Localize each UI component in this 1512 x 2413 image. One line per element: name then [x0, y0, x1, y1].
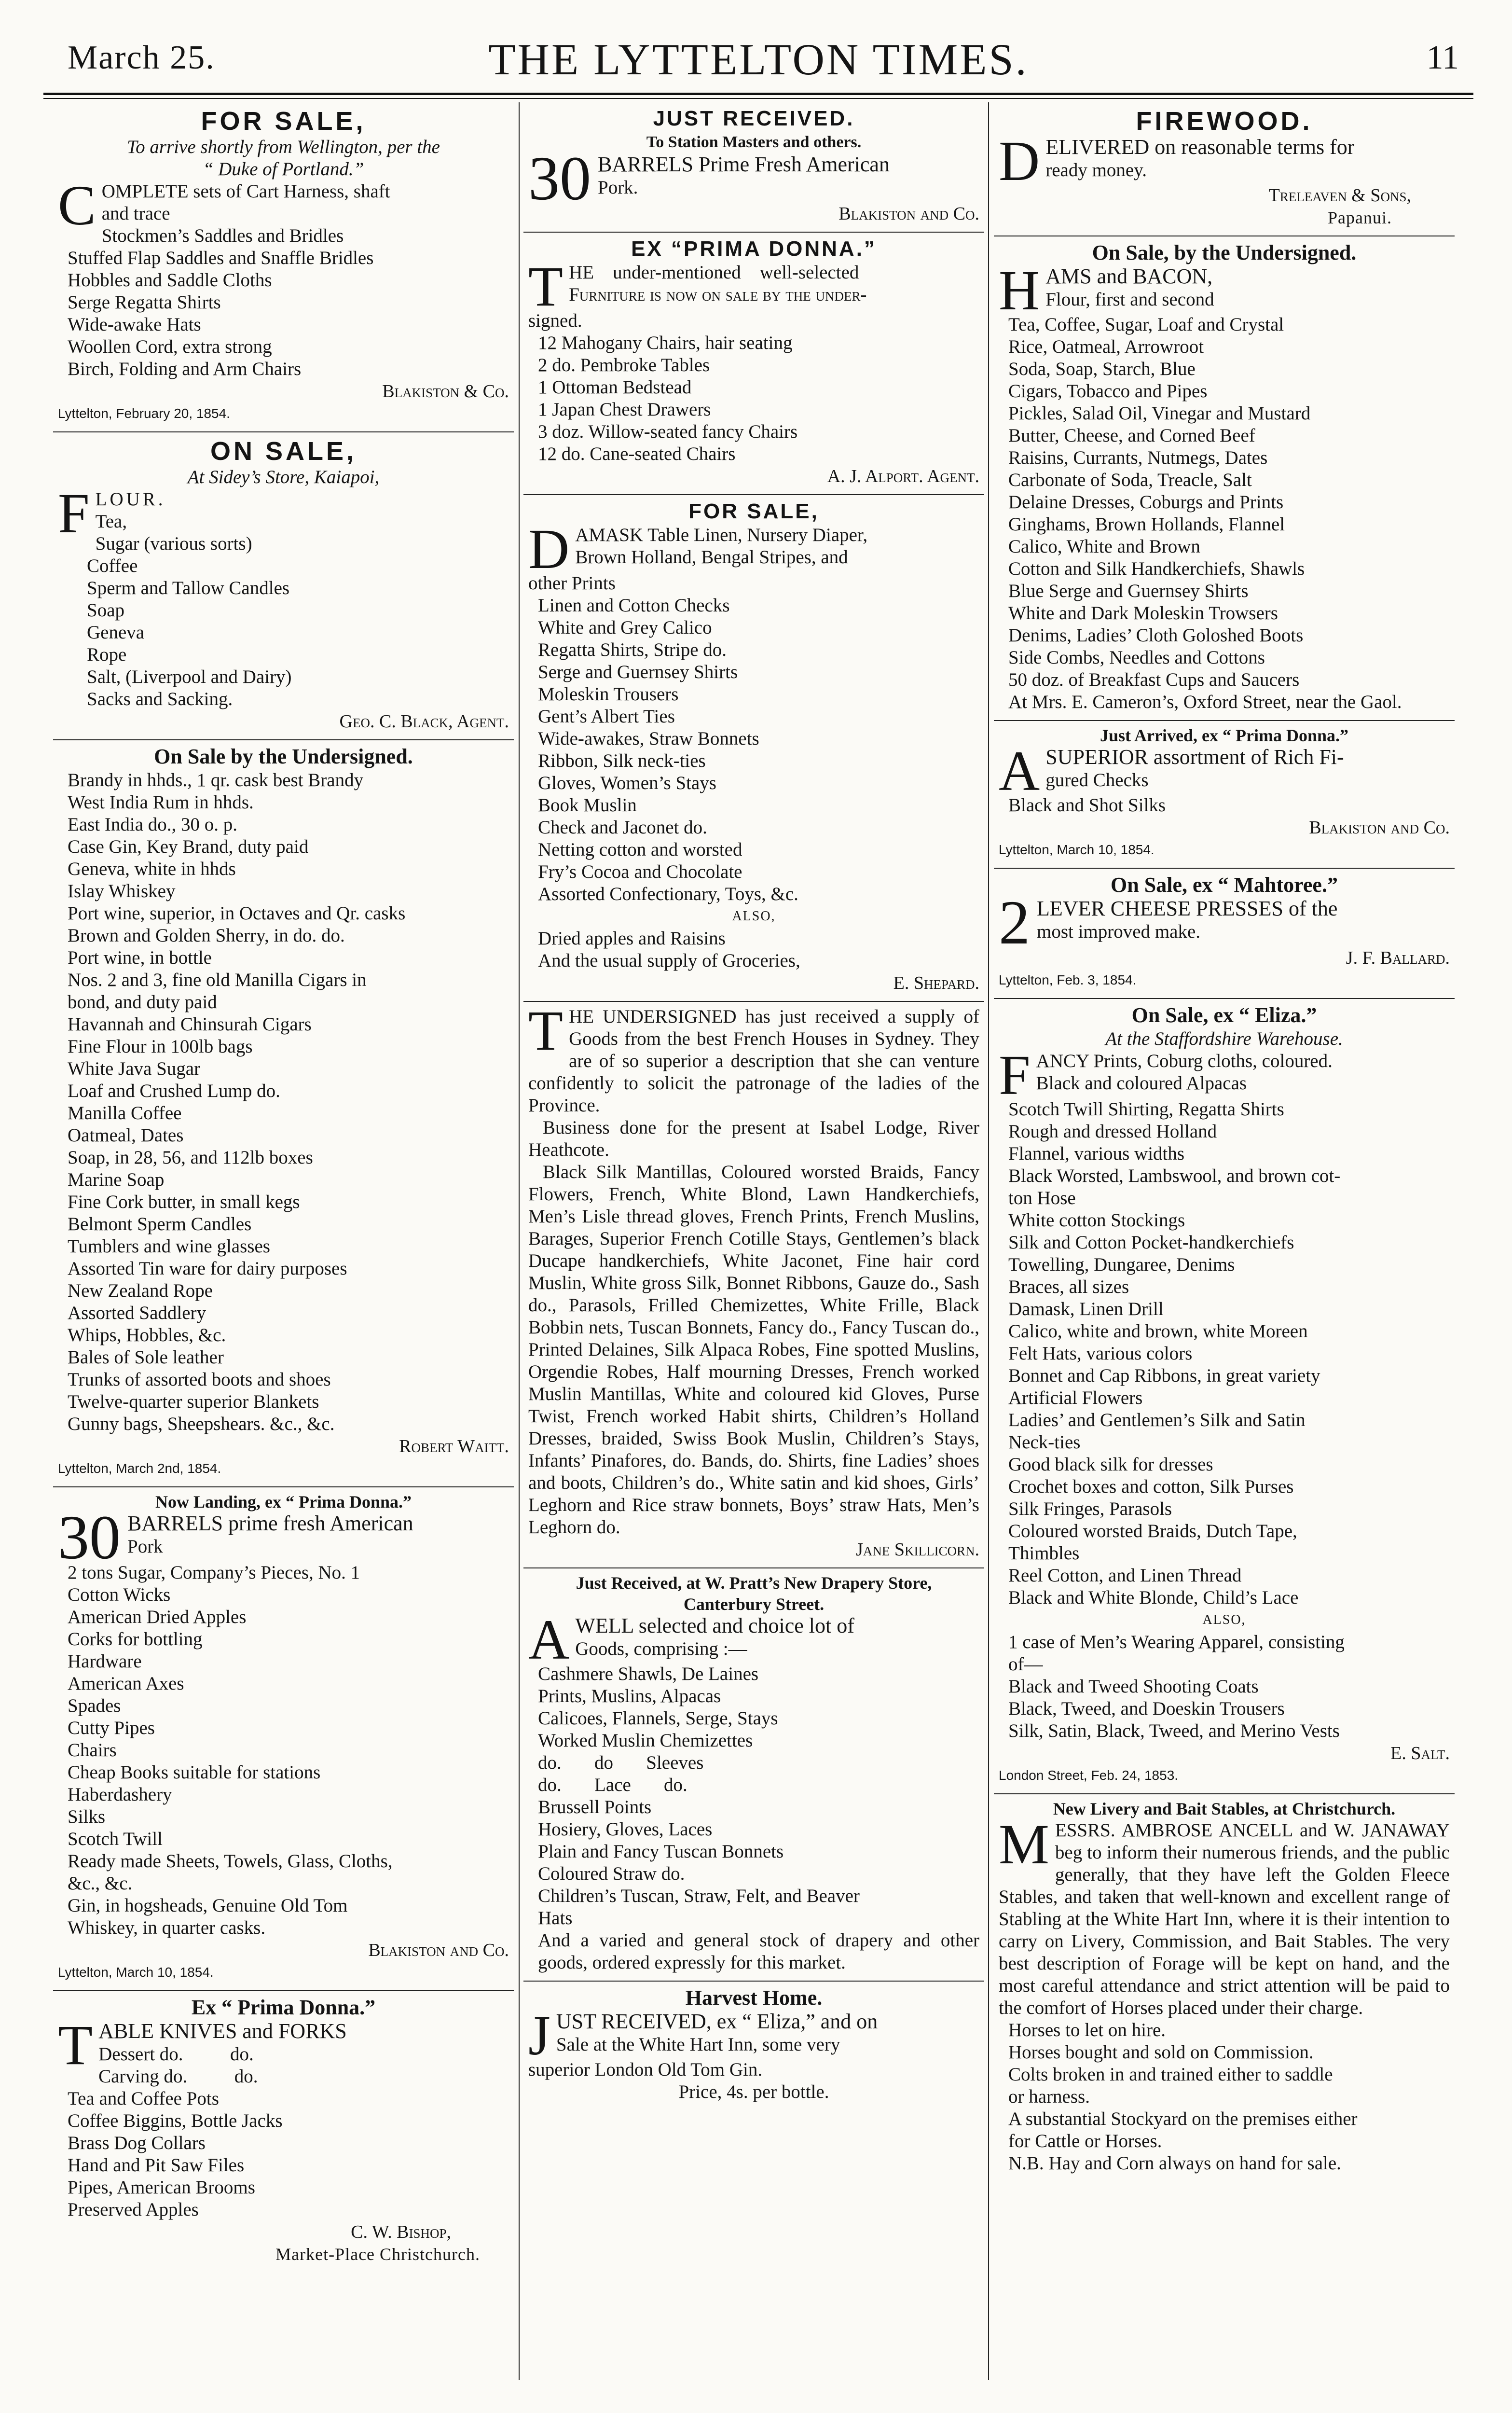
- ad-signature: Blakiston & Co.: [382, 381, 509, 402]
- ad-closing: And a varied and general stock of drapery and other goods, ordered expressly for this market.: [538, 1930, 979, 1973]
- list-item: Sperm and Tallow Candles: [87, 578, 290, 598]
- ad-lead-2: Brown Holland, Bengal Stripes, and: [575, 547, 848, 568]
- column-divider-2: [988, 102, 989, 2380]
- drop-cap: T: [58, 2013, 93, 2077]
- list-item: Coffee: [87, 555, 138, 576]
- list-item: Birch, Folding and Arm Chairs: [68, 359, 302, 379]
- ad-signature: Robert Waitt.: [399, 1436, 509, 1456]
- list-item: Good black silk for dresses: [1008, 1454, 1213, 1475]
- list-item: Hats: [538, 1908, 573, 1928]
- list-item: Ladies’ and Gentlemen’s Silk and Satin: [1008, 1410, 1306, 1430]
- ad-lead: AMS and BACON,: [1045, 264, 1213, 288]
- list-item: Damask, Linen Drill: [1008, 1299, 1164, 1319]
- ad-subheading: To Station Masters and others.: [646, 133, 862, 151]
- item-list: [999, 2019, 1450, 2175]
- list-item: Chairs: [68, 1740, 117, 1761]
- list-item: White Java Sugar: [68, 1058, 201, 1079]
- list-item: Black and Shot Silks: [1008, 795, 1166, 816]
- ad-lead-3: other Prints: [528, 573, 616, 594]
- drop-cap: H: [999, 259, 1040, 322]
- drop-cap: M: [999, 1813, 1049, 1876]
- list-item: Hobbles and Saddle Cloths: [68, 270, 272, 291]
- list-item: Tea,: [95, 511, 127, 532]
- column-3: [994, 102, 1455, 2181]
- ad-lead-2: Goods, comprising :—: [575, 1638, 747, 1659]
- list-item: Whiskey, in quarter casks.: [68, 1917, 266, 1938]
- list-item: Coloured Straw do.: [538, 1863, 685, 1884]
- list-item: Stuffed Flap Saddles and Snaffle Bridles: [68, 248, 374, 268]
- ad-cheese-presses: [994, 869, 1455, 999]
- ad-lead-2: Black and coloured Alpacas: [1036, 1073, 1247, 1094]
- list-item: Fine Cork butter, in small kegs: [68, 1192, 300, 1212]
- drop-numeral: 30: [58, 1503, 121, 1572]
- item-list: [58, 2043, 509, 2221]
- list-item: Moleskin Trousers: [538, 684, 679, 705]
- ad-spirits: [53, 740, 514, 1487]
- drop-numeral: 30: [528, 144, 591, 213]
- list-item: A substantial Stockyard on the premises either: [1008, 2108, 1358, 2129]
- list-item: Crochet boxes and cotton, Silk Purses: [1008, 1476, 1294, 1497]
- list-item: &c., &c.: [68, 1873, 133, 1894]
- ad-signature: Treleaven & Sons,: [1268, 185, 1411, 206]
- list-item: Sugar (various sorts): [95, 533, 252, 554]
- list-item: Wide-awake Hats: [68, 314, 201, 335]
- list-item: Bales of Sole leather: [68, 1347, 224, 1368]
- item-list: [58, 769, 509, 1435]
- ad-lead: ANCY Prints, Coburg cloths, coloured.: [1036, 1051, 1333, 1071]
- item-list: [528, 595, 979, 905]
- list-item: Gloves, Women’s Stays: [538, 773, 716, 793]
- drop-cap: T: [528, 255, 564, 318]
- list-item: 12 Mahogany Chairs, hair seating: [538, 333, 793, 353]
- list-item: Rope: [87, 644, 127, 665]
- list-item: Calico, White and Brown: [1008, 536, 1200, 557]
- list-item: Raisins, Currants, Nutmegs, Dates: [1008, 447, 1268, 468]
- list-item: Cigars, Tobacco and Pipes: [1008, 381, 1208, 402]
- ad-signature: Blakiston and Co.: [1309, 818, 1450, 838]
- list-item: Horses bought and sold on Commission.: [1008, 2042, 1314, 2063]
- ad-lead-3: superior London Old Tom Gin.: [528, 2059, 763, 2080]
- list-item: Gin, in hogsheads, Genuine Old Tom: [68, 1895, 348, 1916]
- list-item: Plain and Fancy Tuscan Bonnets: [538, 1841, 784, 1862]
- list-item: Islay Whiskey: [68, 881, 176, 901]
- ad-lead: ELIVERED on reasonable terms for: [1045, 135, 1355, 159]
- list-item: Cutty Pipes: [68, 1718, 155, 1738]
- ad-heading: ON SALE,: [210, 437, 357, 466]
- list-item: Spades: [68, 1695, 121, 1716]
- item-list-2: [528, 928, 979, 972]
- ad-paragraph-2: Business done for the present at Isabel Lodge, River Heathcote.: [528, 1117, 979, 1160]
- list-item: Thimbles: [1008, 1543, 1080, 1564]
- list-item: American Dried Apples: [68, 1607, 247, 1627]
- ad-subheading: “ Duke of Portland.”: [203, 159, 364, 180]
- ad-heading: Just Arrived, ex “ Prima Donna.”: [1100, 726, 1348, 745]
- list-item: Serge and Guernsey Shirts: [538, 662, 738, 682]
- ad-lead: OMPLETE sets of Cart Harness, shaft: [101, 181, 390, 202]
- list-item: Scotch Twill: [68, 1829, 163, 1849]
- list-item: 1 case of Men’s Wearing Apparel, consisting: [1008, 1632, 1345, 1652]
- list-item: Blue Serge and Guernsey Shirts: [1008, 581, 1249, 601]
- ad-lead-2: ready money.: [1045, 160, 1147, 180]
- ad-date: Lyttelton, March 10, 1854.: [58, 1965, 214, 1980]
- list-item: Geneva: [87, 622, 145, 643]
- list-item: Neck-ties: [1008, 1432, 1081, 1453]
- list-item: Calicoes, Flannels, Serge, Stays: [538, 1708, 778, 1729]
- item-list: [58, 1562, 509, 1939]
- ad-hams-bacon: [994, 236, 1455, 721]
- list-item: Side Combs, Needles and Cottons: [1008, 647, 1265, 668]
- ad-heading: On Sale, ex “ Eliza.”: [1131, 1003, 1317, 1027]
- ad-heading: On Sale by the Undersigned.: [154, 745, 413, 768]
- list-item: Oatmeal, Dates: [68, 1125, 184, 1146]
- ad-paragraph: ESSRS. AMBROSE ANCELL and W. JANAWAY beg to inform their numerous friends, and the public generally, that they have left the Golden Fleece Stables, and taken that well-known and excellent range of Stabling at the White Hart Inn, where it is their intention to carry on Livery, Commission, and Bait Stables. The very best description of Forage will be kept on hand, and the most careful attendance and strict attention will be paid to the comfort of Horses placed under their charge.: [999, 1820, 1450, 2018]
- ad-lead-2: Flour, first and second: [1045, 289, 1214, 310]
- drop-cap: D: [999, 129, 1040, 193]
- list-item: for Cattle or Horses.: [1008, 2131, 1162, 2151]
- list-item: Dessert do. do.: [98, 2044, 254, 2065]
- drop-cap: J: [528, 2004, 550, 2067]
- list-item: or harness.: [1008, 2086, 1090, 2107]
- list-item: Black, Tweed, and Doeskin Trousers: [1008, 1698, 1285, 1719]
- ad-rich-checks: [994, 721, 1455, 869]
- ad-subheading: To arrive shortly from Wellington, per the: [127, 137, 440, 157]
- ad-heading: FOR SALE,: [688, 499, 819, 523]
- ad-lead: AMASK Table Linen, Nursery Diaper,: [575, 525, 868, 545]
- list-item: Check and Jaconet do.: [538, 817, 707, 838]
- ad-table-knives: [53, 1991, 514, 2272]
- ad-lead: LEVER CHEESE PRESSES of the: [1037, 897, 1338, 920]
- list-item: Ribbon, Silk neck-ties: [538, 750, 706, 771]
- list-item: Carving do. do.: [98, 2066, 258, 2087]
- ad-heading: Now Landing, ex “ Prima Donna.”: [155, 1492, 412, 1512]
- item-list: [58, 203, 509, 380]
- item-list: [528, 332, 979, 465]
- list-item: Calico, white and brown, white Moreen: [1008, 1321, 1308, 1342]
- list-item: Havannah and Chinsurah Cigars: [68, 1014, 312, 1035]
- list-item: Stockmen’s Saddles and Bridles: [101, 225, 344, 246]
- drop-cap: D: [528, 517, 570, 581]
- list-item: Linen and Cotton Checks: [538, 595, 730, 616]
- drop-cap: C: [58, 174, 96, 237]
- list-item: Gunny bags, Sheepshears. &c., &c.: [68, 1414, 335, 1434]
- drop-cap: F: [999, 1043, 1031, 1107]
- list-item: bond, and duty paid: [68, 992, 217, 1012]
- ad-paragraph: HE UNDERSIGNED has just received a supply of Goods from the best French Houses in Sydney. They are of so superior a description that she can venture confidently to solicit the patronage of the ladies of the Province.: [528, 1006, 979, 1116]
- page-number: 11: [1426, 39, 1459, 76]
- issue-date: March 25.: [68, 39, 215, 76]
- list-item: Regatta Shirts, Stripe do.: [538, 639, 727, 660]
- list-item: Cotton and Silk Handkerchiefs, Shawls: [1008, 558, 1305, 579]
- list-item: Hardware: [68, 1651, 142, 1672]
- ad-lead-2: gured Checks: [1045, 770, 1149, 790]
- ad-flour: [53, 432, 514, 740]
- list-item: And the usual supply of Groceries,: [538, 950, 800, 971]
- item-list-2: [999, 1631, 1450, 1742]
- ad-lead: LOUR.: [95, 489, 166, 510]
- list-item: Prints, Muslins, Alpacas: [538, 1686, 721, 1706]
- drop-cap: A: [528, 1608, 570, 1671]
- ad-lead: WELL selected and choice lot of: [575, 1614, 854, 1637]
- list-item: Children’s Tuscan, Straw, Felt, and Beaver: [538, 1886, 860, 1906]
- ad-heading-2: Canterbury Street.: [683, 1595, 825, 1614]
- list-item: Salt, (Liverpool and Dairy): [87, 666, 292, 687]
- list-item: Whips, Hobbles, &c.: [68, 1325, 226, 1345]
- list-item: Cotton Wicks: [68, 1584, 171, 1605]
- list-item: Dried apples and Raisins: [538, 928, 726, 949]
- column-2: [523, 102, 984, 2110]
- ad-harvest-home: [523, 1982, 984, 2110]
- list-item: Fine Flour in 100lb bags: [68, 1036, 253, 1057]
- list-item: Black and White Blonde, Child’s Lace: [1008, 1587, 1299, 1608]
- list-item: Netting cotton and worsted: [538, 839, 742, 860]
- list-item: Port wine, in bottle: [68, 947, 212, 968]
- list-item: Delaine Dresses, Coburgs and Prints: [1008, 492, 1284, 513]
- list-item: White and Dark Moleskin Trowsers: [1008, 603, 1278, 624]
- list-item: Book Muslin: [538, 795, 637, 816]
- list-item: Carbonate of Soda, Treacle, Salt: [1008, 470, 1252, 490]
- list-item: Colts broken in and trained either to saddle: [1008, 2064, 1333, 2085]
- ad-date: Lyttelton, March 10, 1854.: [999, 842, 1155, 857]
- drop-cap: A: [999, 739, 1040, 803]
- masthead-rule: [43, 93, 1473, 95]
- list-item: Denims, Ladies’ Cloth Goloshed Boots: [1008, 625, 1304, 646]
- ad-subheading: At the Staffordshire Warehouse.: [1105, 1028, 1343, 1049]
- drop-cap: T: [528, 999, 564, 1062]
- item-list: [999, 1098, 1450, 1609]
- ad-heading: JUST RECEIVED.: [653, 107, 855, 130]
- ad-french-goods: [523, 999, 984, 1568]
- list-item: Port wine, superior, in Octaves and Qr. casks: [68, 903, 406, 924]
- ad-pratt-drapery: [523, 1568, 984, 1982]
- drop-cap: F: [58, 482, 90, 545]
- ad-heading: FOR SALE,: [201, 107, 366, 136]
- list-item: Marine Soap: [68, 1169, 165, 1190]
- ad-signature: E. Salt.: [1390, 1743, 1450, 1763]
- ad-signature: Geo. C. Black, Agent.: [339, 711, 509, 732]
- ad-signature: Blakiston and Co.: [838, 204, 979, 224]
- ad-paragraph-3: Black Silk Mantillas, Coloured worsted Braids, Fancy Flowers, French, White Blond, Lawn Handkerchiefs, Men’s Lisle thread gloves, French Prints, French Muslins, Barages, Superior French Cotille Stays, Gentlemen’s black Ducape handkerchiefs, White Jaconet, Fine hair cord Muslin, White gross Silk, Bonnet Ribbons, Gauze do., Sash do., Parasols, Frilled Chemizettes, White Frille, Black Bobbin nets, Tuscan Bonnets, Fancy do., Fancy Tuscan do., Printed Delaines, Silk Alpaca Robes, Fine spotted Muslins, Orgendie Robes, Half mourning Dresses, French worked Muslin Mantillas, White and coloured kid Gloves, Purse Twist, French worked Habit shirts, Children’s Holland Dresses, braided, Swiss Book Muslin, Children’s Stays, Infants’ Pinafores, do. Bands, do. Shirts, fine Ladies’ shoes and boots, Children’s do., White satin and kid shoes, Girls’ Leghorn and Rice straw bonnets, Boys’ straw Hats, Men’s Leghorn do.: [528, 1162, 979, 1538]
- item-list: [999, 314, 1450, 691]
- list-item: Trunks of assorted boots and shoes: [68, 1369, 331, 1390]
- list-item: Silk, Satin, Black, Tweed, and Merino Vests: [1008, 1720, 1340, 1741]
- ad-price: Price, 4s. per bottle.: [678, 2081, 829, 2102]
- list-item: Tea, Coffee, Sugar, Loaf and Crystal: [1008, 314, 1284, 335]
- list-item: do. Lace do.: [538, 1775, 687, 1795]
- ad-heading: On Sale, by the Undersigned.: [1092, 241, 1357, 264]
- list-item: Fry’s Cocoa and Chocolate: [538, 861, 742, 882]
- masthead-rule-thin: [43, 98, 1473, 99]
- list-item: Loaf and Crushed Lump do.: [68, 1081, 280, 1101]
- list-item: 50 doz. of Breakfast Cups and Saucers: [1008, 669, 1300, 690]
- list-item: Black and Tweed Shooting Coats: [1008, 1676, 1259, 1697]
- ad-lead: BARRELS prime fresh American: [127, 1512, 413, 1535]
- column-divider-1: [519, 102, 520, 2380]
- list-item: Serge Regatta Shirts: [68, 292, 221, 313]
- list-item: 2 do. Pembroke Tables: [538, 355, 710, 375]
- list-item: Felt Hats, various colors: [1008, 1343, 1193, 1364]
- ad-heading: Just Received, at W. Pratt’s New Drapery Store,: [576, 1573, 932, 1593]
- ad-signature: A. J. Alport. Agent.: [827, 466, 979, 486]
- list-item: Geneva, white in hhds: [68, 859, 236, 879]
- list-item: Braces, all sizes: [1008, 1276, 1129, 1297]
- list-item: Tumblers and wine glasses: [68, 1236, 270, 1257]
- ad-lead-2: most improved make.: [1037, 921, 1201, 942]
- ad-furniture: [523, 233, 984, 495]
- list-item: Brass Dog Collars: [68, 2133, 206, 2153]
- list-item: Coloured worsted Braids, Dutch Tape,: [1008, 1521, 1297, 1541]
- ad-heading: On Sale, ex “ Mahtoree.”: [1111, 873, 1338, 897]
- ad-lead: BARRELS Prime Fresh American: [598, 153, 890, 176]
- ad-heading: FIREWOOD.: [1136, 107, 1313, 136]
- list-item: Assorted Tin ware for dairy purposes: [68, 1258, 347, 1279]
- masthead: [43, 34, 1473, 92]
- list-item: Nos. 2 and 3, fine old Manilla Cigars in: [68, 970, 367, 990]
- list-item: 1 Ottoman Bedstead: [538, 377, 692, 398]
- list-item: White cotton Stockings: [1008, 1210, 1185, 1231]
- also-label: ALSO,: [1202, 1612, 1246, 1627]
- ad-signature: J. F. Ballard.: [1346, 948, 1450, 968]
- list-item: Horses to let on hire.: [1008, 2020, 1166, 2040]
- ad-lead: UST RECEIVED, ex “ Eliza,” and on: [556, 2010, 878, 2033]
- ad-heading: Harvest Home.: [685, 1986, 823, 2010]
- ad-signature: Jane Skillicorn.: [856, 1539, 979, 1560]
- list-item: Assorted Confectionary, Toys, &c.: [538, 884, 798, 904]
- list-item: Soap, in 28, 56, and 112lb boxes: [68, 1147, 313, 1168]
- list-item: Flannel, various widths: [1008, 1143, 1185, 1164]
- ad-heading: Ex “ Prima Donna.”: [191, 1996, 376, 2019]
- list-item: Black Worsted, Lambswool, and brown cot-: [1008, 1165, 1341, 1186]
- list-item: Belmont Sperm Candles: [68, 1214, 252, 1234]
- list-item: Rough and dressed Holland: [1008, 1121, 1217, 1142]
- list-item: Case Gin, Key Brand, duty paid: [68, 836, 309, 857]
- list-item: Pickles, Salad Oil, Vinegar and Mustard: [1008, 403, 1311, 424]
- list-item: Butter, Cheese, and Corned Beef: [1008, 425, 1255, 446]
- list-item: Silk Fringes, Parasols: [1008, 1498, 1172, 1519]
- list-item: Soda, Soap, Starch, Blue: [1008, 359, 1196, 379]
- ad-lead-2: Sale at the White Hart Inn, some very: [556, 2034, 840, 2055]
- list-item: East India do., 30 o. p.: [68, 814, 238, 835]
- list-item: New Zealand Rope: [68, 1280, 213, 1301]
- ad-subheading: At Sidey’s Store, Kaiapoi,: [187, 467, 380, 487]
- list-item: Ready made Sheets, Towels, Glass, Cloths,: [68, 1851, 393, 1872]
- list-item: Gent’s Albert Ties: [538, 706, 675, 727]
- list-item: Sacks and Sacking.: [87, 689, 233, 709]
- list-item: Silks: [68, 1806, 106, 1827]
- list-item: Soap: [87, 600, 124, 621]
- list-item: American Axes: [68, 1673, 184, 1694]
- ad-date: Lyttelton, March 2nd, 1854.: [58, 1461, 221, 1476]
- ad-date: Lyttelton, Feb. 3, 1854.: [999, 972, 1137, 987]
- list-item: of—: [1008, 1654, 1043, 1675]
- list-item: 3 doz. Willow-seated fancy Chairs: [538, 421, 798, 442]
- list-item: Brandy in hhds., 1 qr. cask best Brandy: [68, 770, 364, 790]
- ad-signature: E. Shepard.: [893, 973, 979, 993]
- list-item: 1 Japan Chest Drawers: [538, 399, 711, 420]
- list-item: do. do Sleeves: [538, 1752, 704, 1773]
- list-item: Manilla Coffee: [68, 1103, 182, 1123]
- ad-now-landing: [53, 1487, 514, 1991]
- list-item: Ginghams, Brown Hollands, Flannel: [1008, 514, 1285, 535]
- ad-lead-3: signed.: [528, 310, 582, 331]
- list-item: Wide-awakes, Straw Bonnets: [538, 728, 759, 749]
- ad-date: Lyttelton, February 20, 1854.: [58, 406, 230, 421]
- list-item: Cashmere Shawls, De Laines: [538, 1664, 759, 1684]
- ad-just-received-pork: [523, 102, 984, 233]
- list-item: Coffee Biggins, Bottle Jacks: [68, 2110, 283, 2131]
- list-item: Silk and Cotton Pocket-handkerchiefs: [1008, 1232, 1294, 1253]
- list-item: Twelve-quarter superior Blankets: [68, 1391, 319, 1412]
- list-item: Bonnet and Cap Ribbons, in great variety: [1008, 1365, 1320, 1386]
- list-item: N.B. Hay and Corn always on hand for sale.: [1008, 2153, 1341, 2174]
- ad-date: London Street, Feb. 24, 1853.: [999, 1768, 1179, 1783]
- list-item: Assorted Saddlery: [68, 1303, 206, 1323]
- ad-cart-harness: [53, 102, 514, 432]
- list-item: Worked Muslin Chemizettes: [538, 1730, 753, 1751]
- ad-heading: New Livery and Bait Stables, at Christchurch.: [1053, 1799, 1396, 1818]
- list-item: West India Rum in hhds.: [68, 792, 254, 813]
- ad-signature: C. W. Bishop,: [351, 2222, 451, 2242]
- list-item: Hand and Pit Saw Files: [68, 2155, 245, 2176]
- ad-closing: At Mrs. E. Cameron’s, Oxford Street, near the Gaol.: [1008, 692, 1402, 712]
- list-item: Reel Cotton, and Linen Thread: [1008, 1565, 1242, 1586]
- list-item: 2 tons Sugar, Company’s Pieces, No. 1: [68, 1562, 360, 1583]
- list-item: 12 do. Cane-seated Chairs: [538, 444, 736, 464]
- ad-lead: ABLE KNIVES and FORKS: [98, 2019, 347, 2043]
- list-item: Brussell Points: [538, 1797, 652, 1817]
- list-item: Tea and Coffee Pots: [68, 2088, 219, 2109]
- ad-signature-2: Market-Place Christchurch.: [275, 2245, 480, 2264]
- list-item: Cheap Books suitable for stations: [68, 1762, 321, 1783]
- column-1: [53, 102, 514, 2272]
- list-item: Brown and Golden Sherry, in do. do.: [68, 925, 345, 946]
- list-item: Preserved Apples: [68, 2199, 199, 2220]
- newspaper-title: THE LYTTELTON TIMES.: [488, 35, 1029, 84]
- ad-lead: SUPERIOR assortment of Rich Fi-: [1045, 745, 1344, 769]
- list-item: Haberdashery: [68, 1784, 172, 1805]
- list-item: and trace: [101, 203, 170, 224]
- also-label: ALSO,: [732, 909, 776, 924]
- list-item: Artificial Flowers: [1008, 1387, 1143, 1408]
- ad-damask: [523, 495, 984, 1002]
- ad-lead-2: Pork: [127, 1536, 163, 1557]
- list-item: Rice, Oatmeal, Arrowroot: [1008, 336, 1204, 357]
- list-item: White and Grey Calico: [538, 617, 712, 638]
- ad-heading: EX “PRIMA DONNA.”: [631, 237, 877, 261]
- list-item: Pipes, American Brooms: [68, 2177, 255, 2198]
- ad-lead-2: Pork.: [598, 177, 638, 198]
- list-item: Woollen Cord, extra strong: [68, 336, 272, 357]
- ad-firewood: [994, 102, 1455, 236]
- item-list: [528, 1663, 979, 1929]
- list-item: Corks for bottling: [68, 1629, 203, 1650]
- drop-numeral: 2: [999, 888, 1030, 957]
- item-list: [58, 511, 509, 710]
- list-item: Scotch Twill Shirting, Regatta Shirts: [1008, 1099, 1284, 1120]
- list-item: Towelling, Dungaree, Denims: [1008, 1254, 1235, 1275]
- list-item: Hosiery, Gloves, Laces: [538, 1819, 713, 1840]
- ad-lead: HE under-mentioned well-selected: [569, 262, 859, 283]
- list-item: ton Hose: [1008, 1188, 1076, 1208]
- ad-livery-stables: [994, 1794, 1455, 2181]
- ad-signature-2: Papanui.: [1328, 208, 1392, 227]
- ad-lead-2: Furniture is now on sale by the under-: [569, 284, 867, 305]
- ad-eliza-goods: [994, 999, 1455, 1794]
- ad-signature: Blakiston and Co.: [368, 1940, 509, 1960]
